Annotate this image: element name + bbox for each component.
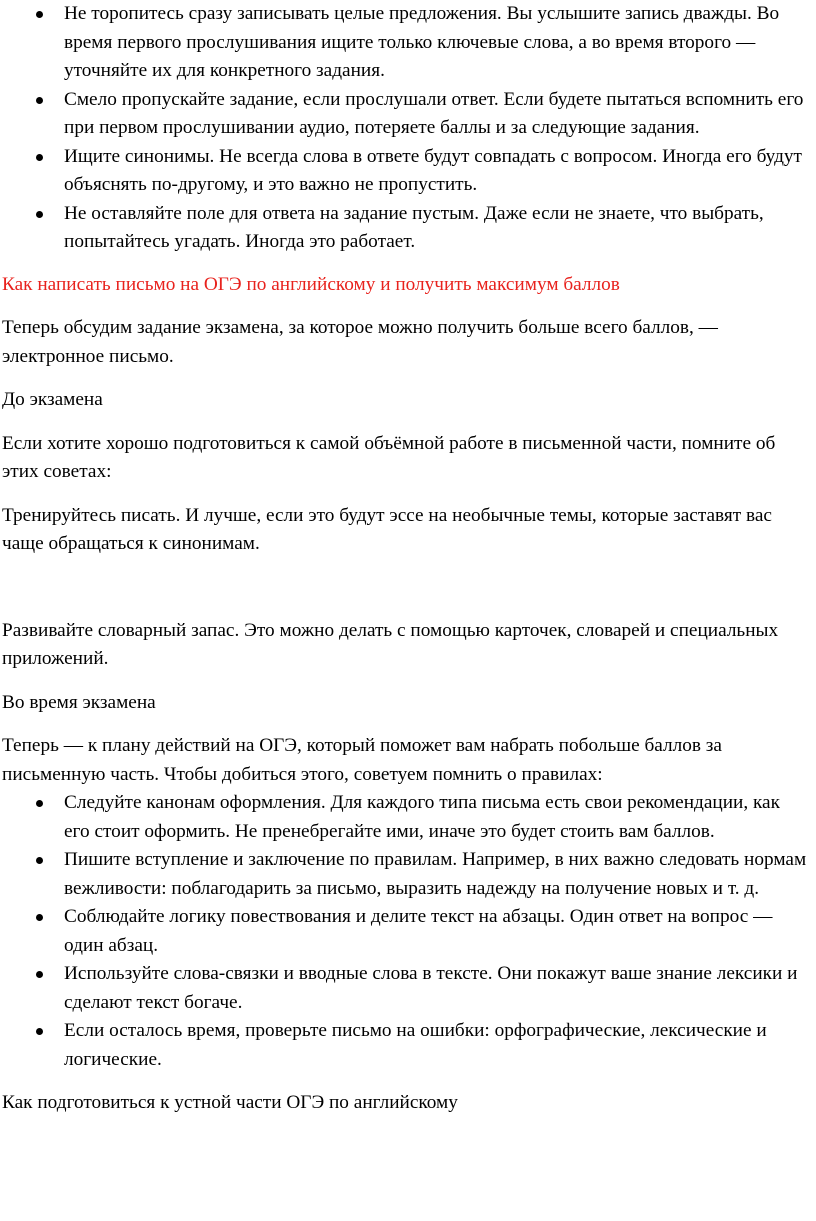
writing-rules-list [2, 789, 810, 1074]
list-item-text: Используйте слова-связки и вводные слова в тексте. Они покажут ваше знание лексики и сделают текст богаче. [64, 963, 798, 1013]
before-exam-intro: Если хотите хорошо подготовиться к самой объёмной работе в письменной части, помните об этих советах: [2, 432, 776, 482]
bullet-icon [36, 211, 43, 218]
list-item-text: Не оставляйте поле для ответа на задание пустым. Даже если не знаете, что выбрать, попытайтесь угадать. Иногда это работает. [64, 202, 764, 252]
bullet-icon [36, 11, 43, 18]
list-item-text: Смело пропускайте задание, если прослушали ответ. Если будете пытаться вспомнить его при первом прослушивании аудио, потеряете баллы и за следующие задания. [64, 88, 804, 138]
during-exam-heading: Во время экзамена [2, 691, 156, 713]
bullet-icon [36, 97, 43, 104]
list-item-text: Следуйте канонам оформления. Для каждого типа письма есть свои рекомендации, как его стоит оформить. Не пренебрегайте ими, иначе это будет стоить вам баллов. [64, 792, 780, 842]
section-heading: Как написать письмо на ОГЭ по английскому и получить максимум баллов [2, 273, 620, 295]
list-item [64, 86, 810, 143]
bullet-icon [36, 971, 43, 978]
intro-paragraph: Теперь обсудим задание экзамена, за которое можно получить больше всего баллов, — электронное письмо. [2, 317, 718, 367]
list-item-text: Пишите вступление и заключение по правилам. Например, в них важно следовать нормам вежливости: поблагодарить за письмо, выразить надежду на получение новых и т. д. [64, 849, 807, 899]
before-exam-heading: До экзамена [2, 389, 103, 410]
listening-tips-list [2, 0, 810, 257]
during-exam-intro: Теперь — к плану действий на ОГЭ, который поможет вам набрать побольше баллов за письменную часть. Чтобы добиться этого, советуем помнить о правилах: [2, 735, 722, 785]
list-item [64, 200, 810, 257]
tip-practice-paragraph: Тренируйтесь писать. И лучше, если это будут эссе на необычные темы, которые заставят вас чаще обращаться к синонимам. [2, 504, 772, 554]
oral-part-heading: Как подготовиться к устной части ОГЭ по английскому [2, 1092, 458, 1113]
list-item [64, 903, 810, 960]
list-item [64, 789, 810, 846]
list-item [64, 846, 810, 903]
list-item-text: Соблюдайте логику повествования и делите текст на абзацы. Один ответ на вопрос — один абзац. [64, 906, 773, 956]
bullet-icon [36, 1028, 43, 1035]
list-item-text: Ищите синонимы. Не всегда слова в ответе будут совпадать с вопросом. Иногда его будут объяснять по-другому, и это важно не пропустить. [64, 145, 802, 195]
list-item-text: Если осталось время, проверьте письмо на ошибки: орфографические, лексические и логические. [64, 1020, 767, 1070]
list-item [64, 960, 810, 1017]
list-item [64, 0, 810, 86]
tip-vocabulary-paragraph: Развивайте словарный запас. Это можно делать с помощью карточек, словарей и специальных приложений. [2, 619, 779, 669]
bullet-icon [36, 914, 43, 921]
list-item [64, 143, 810, 200]
bullet-icon [36, 154, 43, 161]
list-item [64, 1017, 810, 1074]
bullet-icon [36, 857, 43, 864]
bullet-icon [36, 800, 43, 807]
list-item-text: Не торопитесь сразу записывать целые предложения. Вы услышите запись дважды. Во время первого прослушивания ищите только ключевые слова, а во время второго — уточняйте их для конкретного задания. [64, 3, 780, 81]
